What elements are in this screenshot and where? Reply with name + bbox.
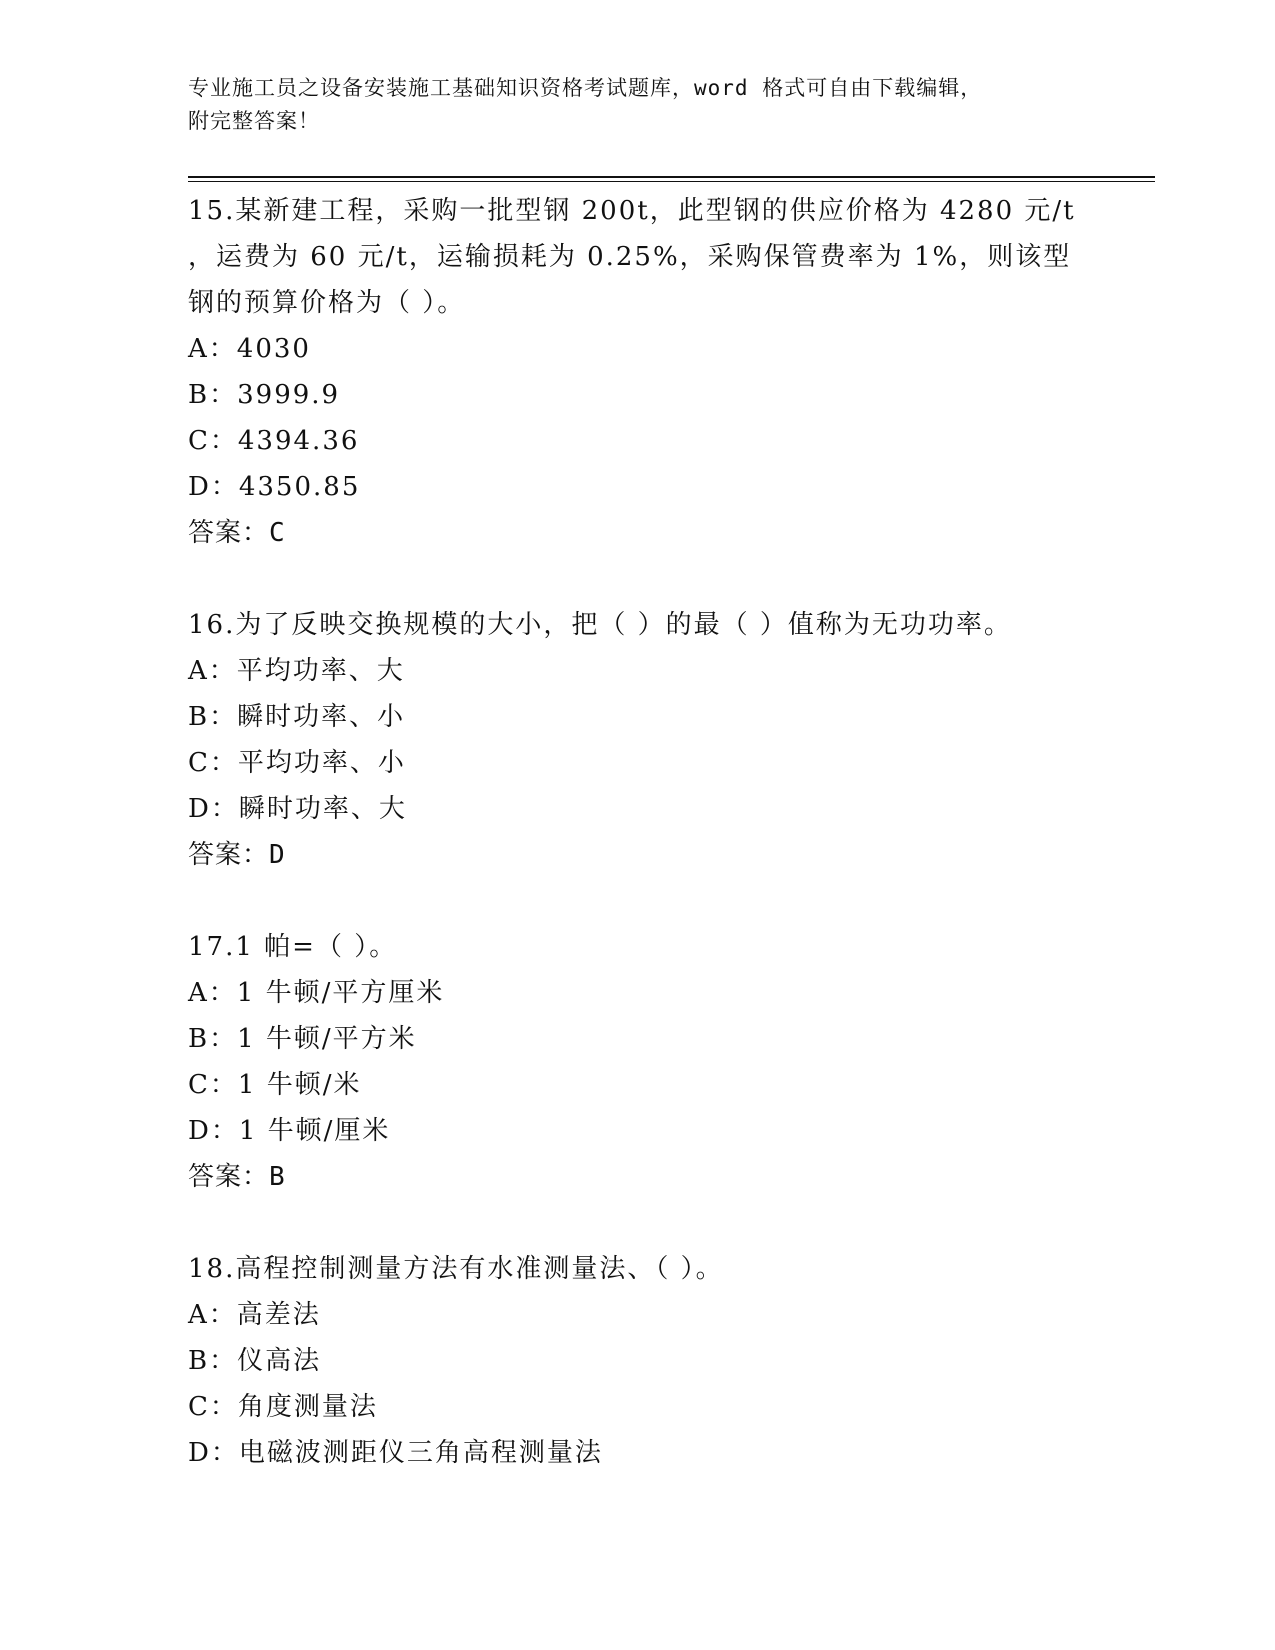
option-b: B：3999.9 [188, 380, 341, 410]
option-d: D：1 牛顿/厘米 [188, 1116, 391, 1146]
option-a: A：4030 [188, 334, 311, 364]
option-c: C：平均功率、小 [188, 748, 406, 778]
option-d: D：4350.85 [188, 472, 361, 502]
option-c: C：4394.36 [188, 426, 360, 456]
stem-line: 15.某新建工程，采购一批型钢 200t，此型钢的供应价格为 4280 元/t [188, 196, 1076, 226]
question-stem [188, 924, 1088, 970]
header-divider-thin [188, 181, 1155, 182]
document-header [188, 72, 1088, 138]
option-d: D：瞬时功率、大 [188, 794, 407, 824]
question-18 [188, 1246, 1088, 1476]
stem-line: 18.高程控制测量方法有水准测量法、（ ）。 [188, 1254, 724, 1284]
question-17 [188, 924, 1088, 1200]
question-spacer [188, 1200, 1088, 1246]
option-b: B：1 牛顿/平方米 [188, 1024, 417, 1054]
option-a: A：高差法 [188, 1300, 321, 1330]
option-d: D：电磁波测距仪三角高程测量法 [188, 1438, 603, 1468]
question-stem [188, 188, 1088, 326]
option-b: B：瞬时功率、小 [188, 702, 406, 732]
stem-line: 17.1 帕=（ ）。 [188, 932, 398, 962]
header-divider-thick [188, 176, 1155, 178]
header-line-1: 专业施工员之设备安装施工基础知识资格考试题库，word 格式可自由下载编辑， [188, 76, 983, 100]
question-spacer [188, 878, 1088, 924]
question-stem [188, 602, 1088, 648]
stem-line: 16.为了反映交换规模的大小，把（ ）的最（ ）值称为无功功率。 [188, 610, 1012, 640]
option-c: C：角度测量法 [188, 1392, 378, 1422]
question-16 [188, 602, 1088, 878]
stem-line: 钢的预算价格为（ ）。 [188, 288, 466, 318]
answer-label: 答案：D [188, 840, 286, 870]
question-15 [188, 188, 1088, 556]
header-line-2: 附完整答案！ [188, 109, 320, 133]
option-c: C：1 牛顿/米 [188, 1070, 362, 1100]
option-a: A：1 牛顿/平方厘米 [188, 978, 445, 1008]
question-list [188, 188, 1088, 1476]
option-a: A：平均功率、大 [188, 656, 405, 686]
option-b: B：仪高法 [188, 1346, 322, 1376]
answer-label: 答案：B [188, 1162, 286, 1192]
question-spacer [188, 556, 1088, 602]
stem-line: ，运费为 60 元/t，运输损耗为 0.25%，采购保管费率为 1%，则该型 [188, 242, 1072, 272]
question-stem [188, 1246, 1088, 1292]
answer-label: 答案：C [188, 518, 286, 548]
